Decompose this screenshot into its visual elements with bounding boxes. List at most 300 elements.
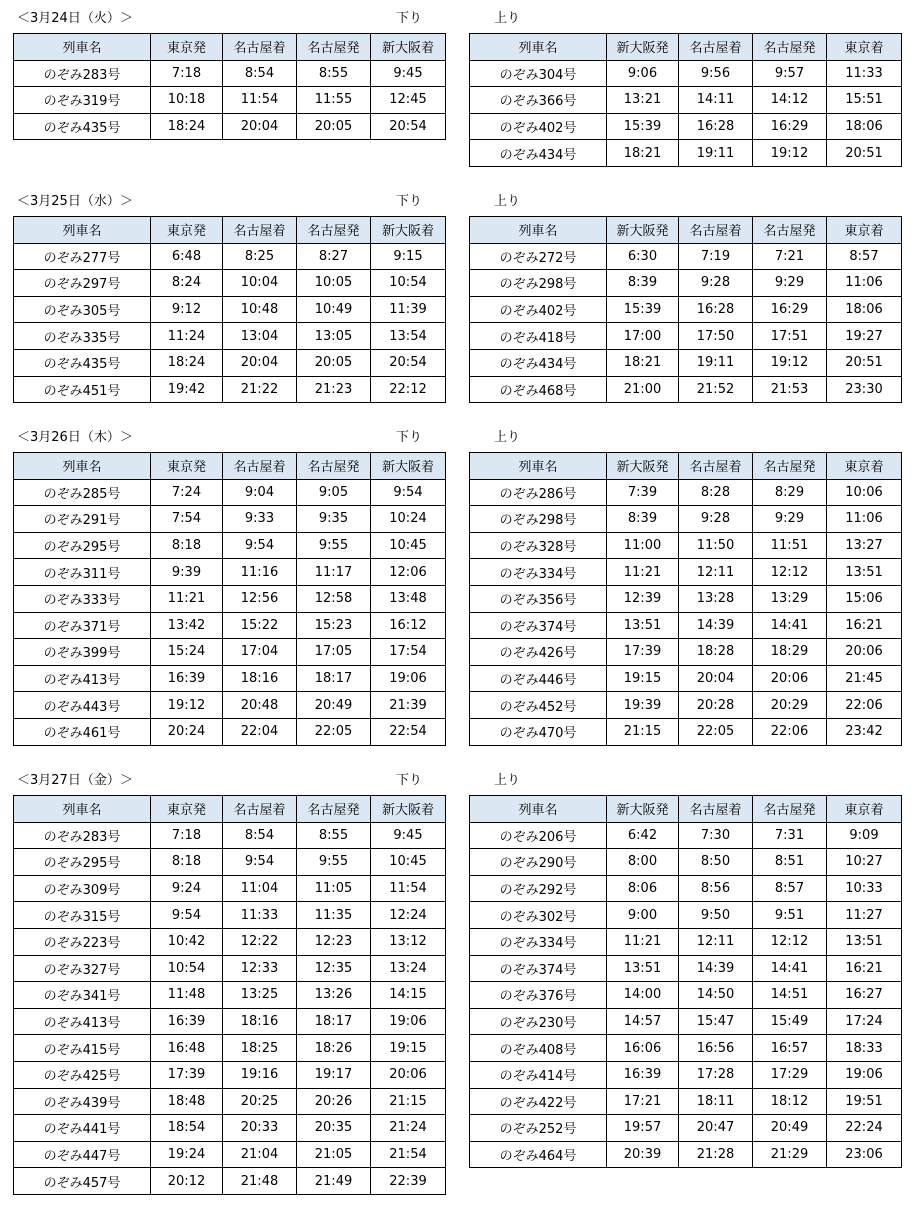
time-cell: 14:39: [679, 955, 753, 982]
time-cell: 14:15: [371, 982, 446, 1009]
table-row: [470, 349, 902, 376]
time-cell: 16:06: [607, 1035, 679, 1062]
time-cell: 15:39: [607, 113, 679, 140]
time-cell: 20:35: [297, 1115, 371, 1142]
time-cell: 8:18: [151, 532, 223, 559]
time-cell: 13:12: [371, 928, 446, 955]
train-name-cell: のぞみ418号: [470, 323, 607, 350]
train-name-cell: のぞみ435号: [14, 113, 151, 140]
table-row: [14, 849, 446, 876]
table-row: [470, 849, 902, 876]
time-cell: 9:51: [753, 902, 827, 929]
time-cell: 19:16: [223, 1061, 297, 1088]
direction-label-up: 上り: [494, 194, 521, 209]
time-cell: 18:25: [223, 1035, 297, 1062]
table-row: [470, 1061, 902, 1088]
time-cell: 21:04: [223, 1141, 297, 1168]
time-cell: 11:33: [223, 902, 297, 929]
time-cell: 10:45: [371, 849, 446, 876]
time-cell: 16:39: [151, 1008, 223, 1035]
column-header: 東京発: [151, 34, 223, 61]
time-cell: 17:29: [753, 1061, 827, 1088]
time-cell: 9:12: [151, 296, 223, 323]
time-cell: 18:54: [151, 1115, 223, 1142]
column-header: 名古屋発: [753, 453, 827, 480]
time-cell: 7:21: [753, 243, 827, 270]
time-cell: 8:27: [297, 243, 371, 270]
header-row: [470, 796, 902, 823]
time-cell: 14:12: [753, 87, 827, 114]
time-cell: 23:30: [827, 376, 902, 403]
table-row: [470, 532, 902, 559]
table-row: [14, 349, 446, 376]
time-cell: 9:06: [607, 60, 679, 87]
time-cell: 22:24: [827, 1115, 902, 1142]
column-header: 名古屋発: [753, 796, 827, 823]
time-cell: 9:29: [753, 506, 827, 533]
table-row: [470, 875, 902, 902]
train-name-cell: のぞみ297号: [14, 270, 151, 297]
time-cell: 15:47: [679, 1008, 753, 1035]
time-cell: 17:24: [827, 1008, 902, 1035]
time-cell: 9:33: [223, 506, 297, 533]
time-cell: 20:33: [223, 1115, 297, 1142]
time-cell: 10:42: [151, 928, 223, 955]
time-cell: 20:54: [371, 113, 446, 140]
table-row: [470, 270, 902, 297]
train-name-cell: のぞみ290号: [470, 849, 607, 876]
time-cell: 13:05: [297, 323, 371, 350]
time-cell: 19:11: [679, 349, 753, 376]
table-row: [14, 612, 446, 639]
time-cell: 11:21: [607, 928, 679, 955]
time-cell: 9:05: [297, 479, 371, 506]
time-cell: 7:31: [753, 822, 827, 849]
header-row: [470, 217, 902, 244]
time-cell: 8:28: [679, 479, 753, 506]
time-cell: 7:18: [151, 822, 223, 849]
time-cell: 10:06: [827, 479, 902, 506]
time-cell: 22:06: [827, 692, 902, 719]
train-name-cell: のぞみ319号: [14, 87, 151, 114]
time-cell: 21:00: [607, 376, 679, 403]
time-cell: 22:04: [223, 718, 297, 745]
time-cell: 20:51: [827, 140, 902, 167]
time-cell: 18:16: [223, 1008, 297, 1035]
table-row: [14, 902, 446, 929]
time-cell: 20:51: [827, 349, 902, 376]
time-cell: 12:22: [223, 928, 297, 955]
table-row: [470, 822, 902, 849]
table-row: [470, 718, 902, 745]
time-cell: 21:39: [371, 692, 446, 719]
time-cell: 19:12: [753, 140, 827, 167]
table-row: [14, 296, 446, 323]
column-header: 列車名: [14, 796, 151, 823]
time-cell: 17:05: [297, 639, 371, 666]
time-cell: 9:54: [151, 902, 223, 929]
time-cell: 11:50: [679, 532, 753, 559]
time-cell: 9:54: [223, 849, 297, 876]
time-cell: 16:56: [679, 1035, 753, 1062]
column-header: 名古屋発: [753, 34, 827, 61]
header-row: [14, 34, 446, 61]
table-row: [14, 1141, 446, 1168]
time-cell: 9:39: [151, 559, 223, 586]
time-cell: 14:41: [753, 955, 827, 982]
time-cell: 19:15: [607, 665, 679, 692]
time-cell: 16:28: [679, 296, 753, 323]
time-cell: 13:51: [827, 928, 902, 955]
train-name-cell: のぞみ443号: [14, 692, 151, 719]
time-cell: 11:21: [151, 585, 223, 612]
table-row: [14, 665, 446, 692]
time-cell: 17:21: [607, 1088, 679, 1115]
table-row: [470, 87, 902, 114]
time-cell: 12:24: [371, 902, 446, 929]
time-cell: 13:04: [223, 323, 297, 350]
time-cell: 10:18: [151, 87, 223, 114]
time-cell: 23:06: [827, 1141, 902, 1168]
time-cell: 6:48: [151, 243, 223, 270]
time-cell: 8:06: [607, 875, 679, 902]
table-row: [14, 1008, 446, 1035]
train-name-cell: のぞみ446号: [470, 665, 607, 692]
time-cell: 14:51: [753, 982, 827, 1009]
time-cell: 7:30: [679, 822, 753, 849]
table-row: [14, 323, 446, 350]
time-cell: 7:24: [151, 479, 223, 506]
table-row: [14, 1061, 446, 1088]
time-cell: 18:28: [679, 639, 753, 666]
time-cell: 19:24: [151, 1141, 223, 1168]
train-name-cell: のぞみ315号: [14, 902, 151, 929]
time-cell: 10:04: [223, 270, 297, 297]
time-cell: 19:17: [297, 1061, 371, 1088]
table-row: [14, 585, 446, 612]
column-header: 新大阪発: [607, 217, 679, 244]
time-cell: 20:25: [223, 1088, 297, 1115]
time-cell: 18:21: [607, 140, 679, 167]
time-cell: 21:49: [297, 1168, 371, 1195]
time-cell: 19:39: [607, 692, 679, 719]
time-cell: 10:33: [827, 875, 902, 902]
time-cell: 17:51: [753, 323, 827, 350]
time-cell: 21:54: [371, 1141, 446, 1168]
time-cell: 12:56: [223, 585, 297, 612]
time-cell: 18:24: [151, 113, 223, 140]
train-name-cell: のぞみ366号: [470, 87, 607, 114]
table-row: [470, 928, 902, 955]
train-name-cell: のぞみ408号: [470, 1035, 607, 1062]
time-cell: 21:48: [223, 1168, 297, 1195]
time-cell: 18:11: [679, 1088, 753, 1115]
table-row: [14, 532, 446, 559]
train-name-cell: のぞみ413号: [14, 665, 151, 692]
table-header: [470, 34, 902, 61]
time-cell: 21:23: [297, 376, 371, 403]
train-name-cell: のぞみ402号: [470, 296, 607, 323]
table-row: [470, 665, 902, 692]
time-cell: 16:39: [151, 665, 223, 692]
time-cell: 6:42: [607, 822, 679, 849]
time-cell: 9:29: [753, 270, 827, 297]
table-row: [14, 875, 446, 902]
train-name-cell: のぞみ402号: [470, 113, 607, 140]
time-cell: 19:11: [679, 140, 753, 167]
table-row: [470, 506, 902, 533]
time-cell: 17:04: [223, 639, 297, 666]
down-timetable: [13, 33, 446, 140]
table-row: [14, 639, 446, 666]
train-name-cell: のぞみ333号: [14, 585, 151, 612]
time-cell: 20:12: [151, 1168, 223, 1195]
table-row: [14, 60, 446, 87]
column-header: 名古屋発: [297, 217, 371, 244]
table-header: [470, 796, 902, 823]
table-row: [470, 60, 902, 87]
time-cell: 20:04: [679, 665, 753, 692]
table-row: [14, 955, 446, 982]
train-name-cell: のぞみ461号: [14, 718, 151, 745]
train-name-cell: のぞみ426号: [470, 639, 607, 666]
column-header: 名古屋着: [223, 34, 297, 61]
time-cell: 20:06: [371, 1061, 446, 1088]
time-cell: 23:42: [827, 718, 902, 745]
time-cell: 21:45: [827, 665, 902, 692]
table-row: [14, 928, 446, 955]
column-header: 列車名: [14, 453, 151, 480]
time-cell: 8:39: [607, 506, 679, 533]
column-header: 列車名: [14, 34, 151, 61]
table-row: [14, 479, 446, 506]
time-cell: 9:28: [679, 506, 753, 533]
train-name-cell: のぞみ374号: [470, 955, 607, 982]
time-cell: 14:50: [679, 982, 753, 1009]
time-cell: 22:05: [297, 718, 371, 745]
table-row: [14, 718, 446, 745]
train-name-cell: のぞみ434号: [470, 349, 607, 376]
time-cell: 8:51: [753, 849, 827, 876]
table-row: [470, 639, 902, 666]
train-name-cell: のぞみ298号: [470, 270, 607, 297]
column-header: 東京着: [827, 453, 902, 480]
header-row: [470, 453, 902, 480]
column-header: 新大阪着: [371, 796, 446, 823]
time-cell: 13:28: [679, 585, 753, 612]
time-cell: 8:50: [679, 849, 753, 876]
train-name-cell: のぞみ371号: [14, 612, 151, 639]
time-cell: 12:39: [607, 585, 679, 612]
train-name-cell: のぞみ376号: [470, 982, 607, 1009]
time-cell: 21:29: [753, 1141, 827, 1168]
direction-label-down: 下り: [396, 11, 423, 26]
time-cell: 10:49: [297, 296, 371, 323]
time-cell: 9:04: [223, 479, 297, 506]
train-name-cell: のぞみ451号: [14, 376, 151, 403]
time-cell: 18:26: [297, 1035, 371, 1062]
time-cell: 11:54: [371, 875, 446, 902]
train-name-cell: のぞみ341号: [14, 982, 151, 1009]
column-header: 名古屋着: [223, 796, 297, 823]
column-header: 東京発: [151, 217, 223, 244]
table-row: [470, 376, 902, 403]
table-row: [14, 982, 446, 1009]
table-row: [470, 296, 902, 323]
time-cell: 18:16: [223, 665, 297, 692]
time-cell: 11:17: [297, 559, 371, 586]
time-cell: 12:33: [223, 955, 297, 982]
column-header: 名古屋発: [753, 217, 827, 244]
time-cell: 8:54: [223, 60, 297, 87]
table-row: [14, 87, 446, 114]
table-row: [14, 243, 446, 270]
table-row: [14, 376, 446, 403]
column-header: 名古屋発: [297, 453, 371, 480]
table-row: [470, 1141, 902, 1168]
time-cell: 11:55: [297, 87, 371, 114]
train-name-cell: のぞみ283号: [14, 822, 151, 849]
time-cell: 7:54: [151, 506, 223, 533]
up-timetable: [469, 216, 902, 403]
time-cell: 11:05: [297, 875, 371, 902]
time-cell: 20:05: [297, 349, 371, 376]
time-cell: 10:45: [371, 532, 446, 559]
time-cell: 20:06: [827, 639, 902, 666]
time-cell: 11:24: [151, 323, 223, 350]
time-cell: 22:39: [371, 1168, 446, 1195]
direction-label-up: 上り: [494, 773, 521, 788]
time-cell: 18:06: [827, 296, 902, 323]
train-name-cell: のぞみ441号: [14, 1115, 151, 1142]
time-cell: 6:30: [607, 243, 679, 270]
header-row: [14, 217, 446, 244]
down-timetable: [13, 452, 446, 746]
train-name-cell: のぞみ311号: [14, 559, 151, 586]
train-name-cell: のぞみ413号: [14, 1008, 151, 1035]
time-cell: 9:35: [297, 506, 371, 533]
time-cell: 12:58: [297, 585, 371, 612]
time-cell: 11:06: [827, 506, 902, 533]
table-row: [14, 1088, 446, 1115]
table-row: [470, 1088, 902, 1115]
time-cell: 20:39: [607, 1141, 679, 1168]
train-name-cell: のぞみ295号: [14, 532, 151, 559]
time-cell: 21:28: [679, 1141, 753, 1168]
time-cell: 8:24: [151, 270, 223, 297]
time-cell: 8:56: [679, 875, 753, 902]
table-row: [470, 982, 902, 1009]
time-cell: 19:12: [151, 692, 223, 719]
time-cell: 13:25: [223, 982, 297, 1009]
time-cell: 11:35: [297, 902, 371, 929]
column-header: 列車名: [470, 796, 607, 823]
table-row: [470, 1115, 902, 1142]
time-cell: 12:45: [371, 87, 446, 114]
time-cell: 20:06: [753, 665, 827, 692]
time-cell: 18:33: [827, 1035, 902, 1062]
time-cell: 8:00: [607, 849, 679, 876]
time-cell: 15:06: [827, 585, 902, 612]
time-cell: 14:11: [679, 87, 753, 114]
train-name-cell: のぞみ292号: [470, 875, 607, 902]
train-name-cell: のぞみ434号: [470, 140, 607, 167]
table-row: [470, 243, 902, 270]
time-cell: 21:15: [371, 1088, 446, 1115]
time-cell: 13:27: [827, 532, 902, 559]
time-cell: 17:50: [679, 323, 753, 350]
time-cell: 15:39: [607, 296, 679, 323]
time-cell: 12:06: [371, 559, 446, 586]
time-cell: 9:55: [297, 849, 371, 876]
time-cell: 21:24: [371, 1115, 446, 1142]
time-cell: 20:47: [679, 1115, 753, 1142]
time-cell: 9:28: [679, 270, 753, 297]
table-row: [470, 902, 902, 929]
time-cell: 9:50: [679, 902, 753, 929]
column-header: 名古屋着: [679, 217, 753, 244]
train-name-cell: のぞみ286号: [470, 479, 607, 506]
table-row: [470, 612, 902, 639]
time-cell: 14:00: [607, 982, 679, 1009]
train-name-cell: のぞみ415号: [14, 1035, 151, 1062]
time-cell: 20:04: [223, 349, 297, 376]
train-name-cell: のぞみ452号: [470, 692, 607, 719]
time-cell: 16:29: [753, 296, 827, 323]
train-name-cell: のぞみ425号: [14, 1061, 151, 1088]
time-cell: 8:18: [151, 849, 223, 876]
table-header: [470, 217, 902, 244]
time-cell: 9:54: [371, 479, 446, 506]
table-row: [14, 1035, 446, 1062]
train-name-cell: のぞみ272号: [470, 243, 607, 270]
train-name-cell: のぞみ356号: [470, 585, 607, 612]
table-row: [470, 140, 902, 167]
time-cell: 9:55: [297, 532, 371, 559]
time-cell: 17:39: [151, 1061, 223, 1088]
train-name-cell: のぞみ252号: [470, 1115, 607, 1142]
train-name-cell: のぞみ304号: [470, 60, 607, 87]
train-name-cell: のぞみ309号: [14, 875, 151, 902]
train-name-cell: のぞみ447号: [14, 1141, 151, 1168]
time-cell: 15:51: [827, 87, 902, 114]
table-header: [14, 217, 446, 244]
table-row: [14, 270, 446, 297]
table-row: [14, 692, 446, 719]
table-header: [470, 453, 902, 480]
time-cell: 21:52: [679, 376, 753, 403]
time-cell: 17:39: [607, 639, 679, 666]
time-cell: 7:19: [679, 243, 753, 270]
time-cell: 10:05: [297, 270, 371, 297]
table-row: [14, 559, 446, 586]
time-cell: 17:54: [371, 639, 446, 666]
column-header: 東京着: [827, 34, 902, 61]
time-cell: 9:09: [827, 822, 902, 849]
time-cell: 12:11: [679, 928, 753, 955]
time-cell: 22:12: [371, 376, 446, 403]
time-cell: 8:55: [297, 822, 371, 849]
time-cell: 20:04: [223, 113, 297, 140]
time-cell: 10:24: [371, 506, 446, 533]
time-cell: 8:39: [607, 270, 679, 297]
time-cell: 16:12: [371, 612, 446, 639]
time-cell: 9:24: [151, 875, 223, 902]
table-row: [470, 692, 902, 719]
time-cell: 19:12: [753, 349, 827, 376]
time-cell: 10:54: [371, 270, 446, 297]
column-header: 東京着: [827, 796, 902, 823]
